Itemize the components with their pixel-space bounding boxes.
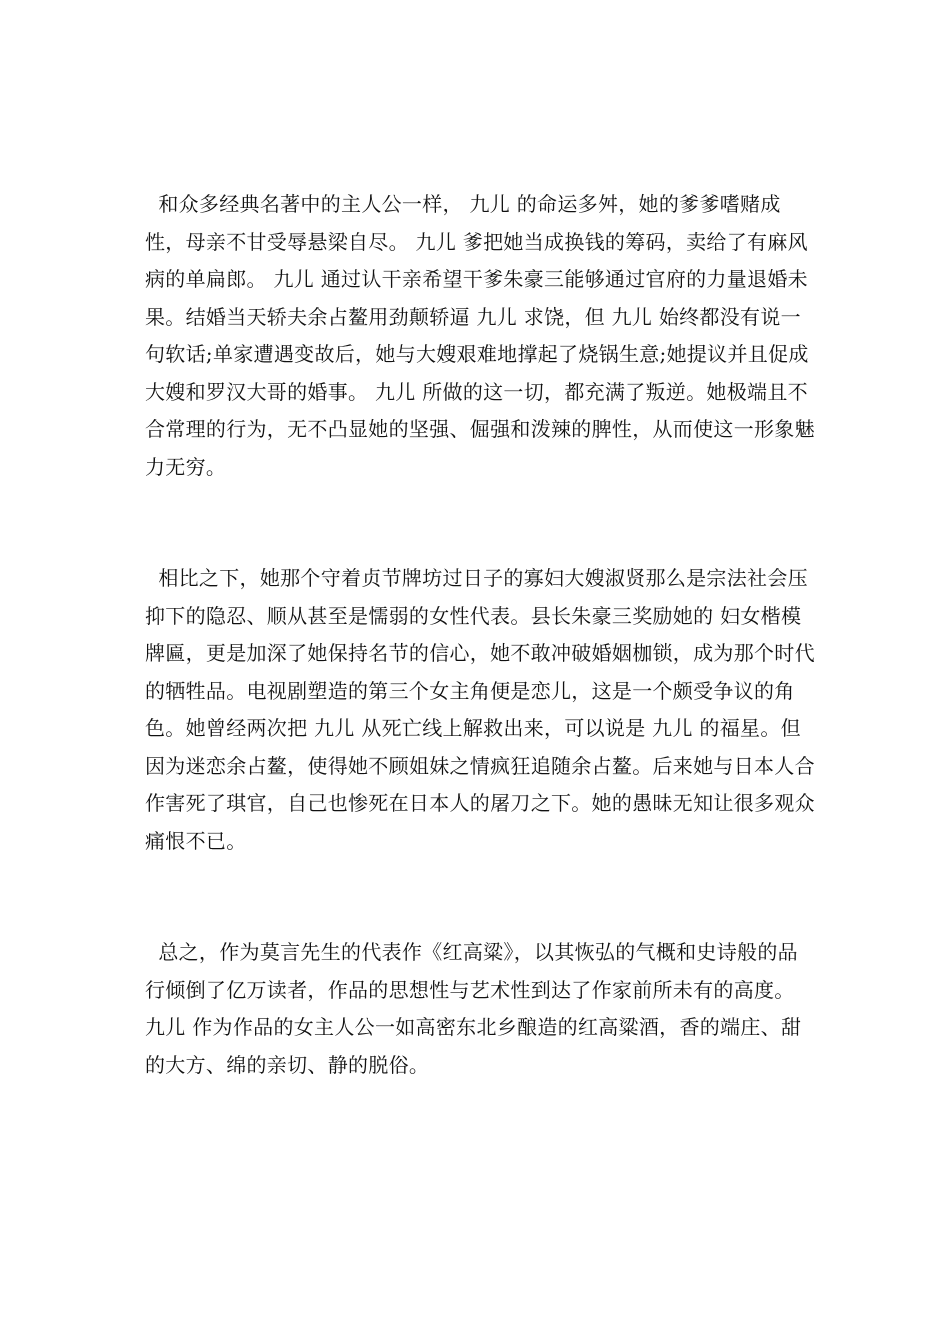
document-body xyxy=(145,186,815,1084)
paragraph-3: 总之，作为莫言先生的代表作《红高粱》，以其恢弘的气概和史诗般的品行倾倒了亿万读者，作品的思想性与艺术性到达了作家前所未有的高度。 九儿 作为作品的女主人公一如高密东北乡酿造的红高粱酒，香的端庄、甜的大方、绵的亲切、静的脱俗。 xyxy=(145,940,802,1077)
paragraph-1: 和众多经典名著中的主人公一样， 九儿 的命运多舛，她的爹爹嗜赌成性，母亲不甘受辱悬梁自尽。 九儿 爹把她当成换钱的筹码，卖给了有麻风病的单扁郎。 九儿 通过认干亲希望干爹朱豪三能够通过官府的力量退婚未果。结婚当天轿夫余占鳌用劲颠轿逼 九儿 求饶，但 九儿 始终都没有说一句软话;单家遭遇变故后，她与大嫂艰难地撑起了烧锅生意;她提议并且促成大嫂和罗汉大哥的婚事。 九儿 所做的这一切，都充满了叛逆。她极端且不合常理的行为，无不凸显她的坚强、倔强和泼辣的脾性，从而使这一形象魅力无穷。 xyxy=(145,192,815,479)
paragraph-2: 相比之下，她那个守着贞节牌坊过日子的寡妇大嫂淑贤那么是宗法社会压抑下的隐忍、顺从甚至是懦弱的女性代表。县长朱豪三奖励她的 妇女楷模 牌匾，更是加深了她保持名节的信心，她不敢冲破婚姻枷锁，成为那个时代的牺牲品。电视剧塑造的第三个女主角便是恋儿，这是一个颇受争议的角色。她曾经两次把 九儿 从死亡线上解救出来，可以说是 九儿 的福星。但因为迷恋余占鳌，使得她不顾姐妹之情疯狂追随余占鳌。后来她与日本人合作害死了琪官，自己也惨死在日本人的屠刀之下。她的愚昧无知让很多观众痛恨不已。 xyxy=(145,566,815,853)
